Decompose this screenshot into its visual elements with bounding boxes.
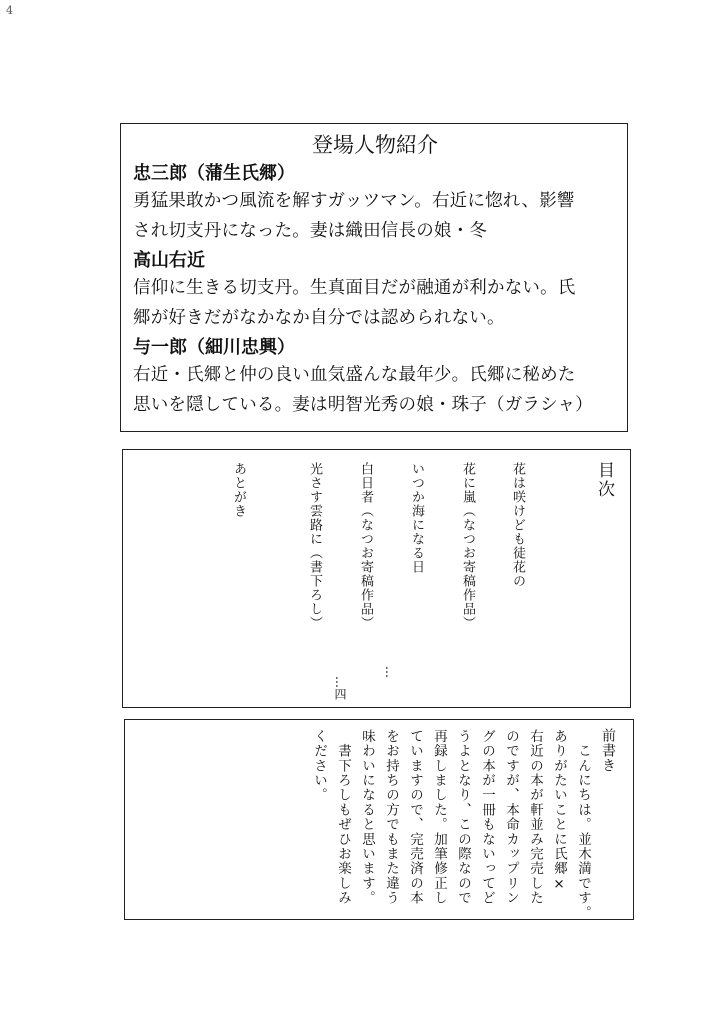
character-description-line: 思いを隠している。妻は明智光秀の娘・珠子（ガラシャ） [133, 395, 593, 415]
foreword-line: グの本が一冊もないってど [479, 729, 495, 906]
toc-entry: いつか海になる日 [409, 462, 424, 574]
toc-entry: あとがき [231, 462, 246, 518]
page-number: 4 [6, 4, 13, 17]
character-intro-box [120, 123, 628, 432]
character-name: 与一郎（細川忠興） [133, 337, 295, 358]
character-description-line: され切支丹になった。妻は織田信長の娘・冬 [133, 221, 487, 241]
foreword-line: 書下ろしもぜひお楽しみ [335, 729, 351, 906]
foreword-line: のですが、本命カップリン [503, 729, 519, 906]
character-name: 高山右近 [133, 250, 205, 271]
foreword-line: ありがたいことに氏郷× [551, 729, 567, 894]
toc-page-mark: … [383, 666, 397, 678]
character-description-line: 勇猛果敢かつ風流を解すガッツマン。右近に惚れ、影響 [133, 191, 575, 211]
foreword-line: 味わいになると思います。 [359, 729, 375, 906]
foreword-line: ていますので、完売済の本 [407, 729, 423, 906]
toc-entry: 光さす雲路に（書下ろし） [307, 462, 322, 630]
toc-entry: 白日者（なつお寄稿作品） [358, 462, 373, 630]
foreword-line: 右近の本が軒並み完売した [527, 729, 543, 906]
toc-page-mark: …四 [333, 676, 347, 700]
character-name: 忠三郎（蒲生氏郷） [133, 163, 295, 184]
foreword-line: うよとなり、この際なので [455, 729, 471, 906]
toc-entry: 花に嵐（なつお寄稿作品） [460, 462, 475, 630]
character-description-line: 右近・氏郷と仲の良い血気盛んな最年少。氏郷に秘めた [133, 365, 576, 385]
toc-entry: 花は咲けども徒花の [510, 462, 525, 588]
foreword-line: こんにちは。並木満です。 [575, 729, 591, 921]
foreword-line: をお持ちの方でもまた違う [383, 729, 399, 906]
foreword-line: ください。 [311, 729, 327, 803]
table-of-contents-box [122, 449, 631, 708]
character-description-line: 信仰に生きる切支丹。生真面目だが融通が利かない。氏 [133, 278, 576, 298]
toc-title: 目次 [594, 461, 614, 499]
foreword-title: 前書き [600, 728, 616, 773]
character-description-line: 郷が好きだがなかなか自分では認められない。 [133, 308, 505, 328]
foreword-line: 再録しました。加筆修正し [431, 729, 447, 906]
intro-title: 登場人物紹介 [312, 133, 438, 157]
